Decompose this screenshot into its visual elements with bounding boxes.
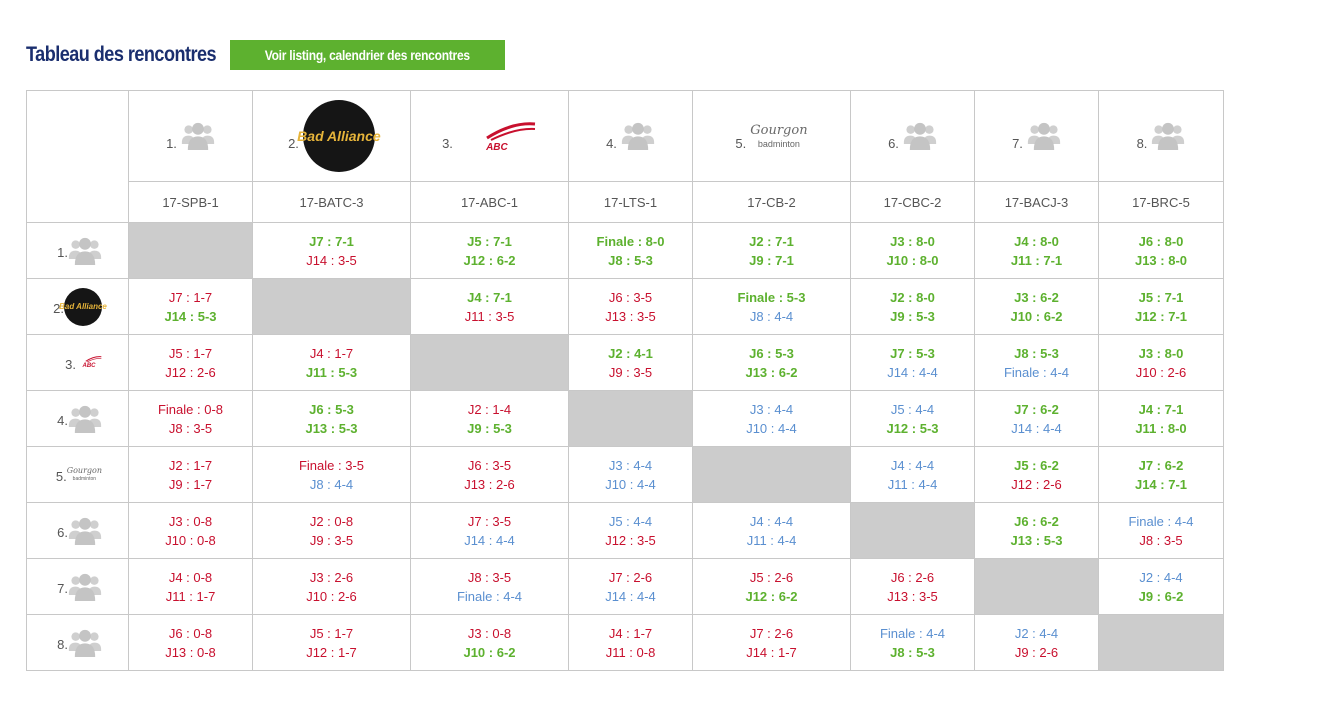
corner-cell xyxy=(27,91,129,223)
match-result[interactable]: J11 : 1-7 xyxy=(165,588,216,604)
team-number: 7. xyxy=(57,581,68,596)
match-result[interactable]: J9 : 3-5 xyxy=(608,364,653,380)
group-icon xyxy=(1151,122,1185,150)
match-result[interactable]: J10 : 4-4 xyxy=(605,476,656,492)
match-result[interactable]: Finale : 4-4 xyxy=(456,588,523,604)
match-result[interactable]: J2 : 4-4 xyxy=(1014,625,1059,641)
match-result[interactable]: J11 : 4-4 xyxy=(887,476,938,492)
match-result-cell[interactable] xyxy=(975,503,1099,559)
match-result-cell[interactable] xyxy=(253,335,411,391)
team-code[interactable]: 17-BRC-5 xyxy=(1099,182,1224,223)
row-team-header[interactable] xyxy=(27,615,129,671)
table-row xyxy=(27,559,1224,615)
match-result-cell[interactable] xyxy=(411,223,569,279)
match-result[interactable]: J10 : 2-6 xyxy=(1135,364,1187,380)
match-result[interactable]: J5 : 4-4 xyxy=(890,401,935,417)
team-code[interactable]: 17-ABC-1 xyxy=(411,182,569,223)
team-header-cell[interactable] xyxy=(851,91,975,182)
match-result-cell[interactable] xyxy=(253,391,411,447)
group-icon xyxy=(68,629,102,657)
match-result[interactable]: J3 : 4-4 xyxy=(608,457,653,473)
match-result[interactable]: J10 : 6-2 xyxy=(463,644,516,660)
match-result[interactable]: J2 : 7-1 xyxy=(749,233,794,249)
match-result[interactable]: J8 : 4-4 xyxy=(749,308,794,324)
team-number: 1. xyxy=(57,245,68,260)
match-result-cell[interactable] xyxy=(975,223,1099,279)
match-result[interactable]: J10 : 0-8 xyxy=(165,532,216,548)
group-icon xyxy=(68,237,102,265)
match-result-cell[interactable] xyxy=(569,279,693,335)
match-result-cell[interactable] xyxy=(1099,503,1224,559)
group-icon xyxy=(903,122,937,150)
match-result-cell[interactable] xyxy=(693,223,851,279)
voir-listing-button[interactable] xyxy=(230,40,505,70)
match-result[interactable]: J6 : 3-5 xyxy=(608,289,653,305)
match-result[interactable]: J11 : 7-1 xyxy=(1010,252,1063,268)
group-icon xyxy=(68,573,102,601)
match-result[interactable]: J5 : 1-7 xyxy=(168,345,213,361)
match-result-cell[interactable] xyxy=(129,503,253,559)
match-result[interactable]: J6 : 3-5 xyxy=(467,457,512,473)
match-result[interactable]: J10 : 8-0 xyxy=(886,252,939,268)
match-result[interactable]: J8 : 3-5 xyxy=(1139,532,1183,548)
match-result[interactable]: Finale : 3-5 xyxy=(298,457,365,473)
table-row xyxy=(27,391,1224,447)
match-result-cell[interactable] xyxy=(851,447,975,503)
match-result-cell[interactable] xyxy=(1099,391,1224,447)
team-header-cell[interactable] xyxy=(129,91,253,182)
team-header-cell[interactable] xyxy=(569,91,693,182)
team-code[interactable]: 17-LTS-1 xyxy=(569,182,693,223)
match-result[interactable]: J12 : 2-6 xyxy=(1011,476,1062,492)
match-result[interactable]: J2 : 4-4 xyxy=(1139,569,1183,585)
match-result[interactable]: J12 : 5-3 xyxy=(886,420,939,436)
team-number: 6. xyxy=(57,525,68,540)
match-result[interactable]: Finale : 4-4 xyxy=(1128,513,1194,529)
diagonal-cell xyxy=(569,391,693,447)
match-result-cell[interactable] xyxy=(129,391,253,447)
diagonal-cell xyxy=(411,335,569,391)
row-team-header[interactable] xyxy=(27,559,129,615)
match-result-cell[interactable] xyxy=(129,447,253,503)
team-logo-row xyxy=(27,91,1224,182)
match-result-cell[interactable] xyxy=(851,279,975,335)
match-result-cell[interactable] xyxy=(411,279,569,335)
match-result-cell[interactable] xyxy=(253,615,411,671)
match-result[interactable]: J7 : 7-1 xyxy=(309,233,354,249)
abc-logo: ABC xyxy=(76,355,102,370)
abc-logo: ABC xyxy=(457,120,537,153)
match-result[interactable]: J10 : 2-6 xyxy=(306,588,357,604)
group-icon xyxy=(68,517,102,545)
match-result-cell[interactable] xyxy=(975,447,1099,503)
match-result-cell[interactable] xyxy=(411,447,569,503)
match-result-cell[interactable] xyxy=(569,559,693,615)
team-code[interactable]: 17-CB-2 xyxy=(693,182,851,223)
match-result[interactable]: J8 : 3-5 xyxy=(168,420,213,436)
match-result[interactable]: J14 : 1-7 xyxy=(746,644,797,660)
match-result[interactable]: Finale : 8-0 xyxy=(596,233,665,249)
match-result-cell[interactable] xyxy=(975,391,1099,447)
team-header-cell[interactable] xyxy=(975,91,1099,182)
match-result-cell[interactable] xyxy=(693,559,851,615)
match-result-cell[interactable] xyxy=(253,503,411,559)
match-result[interactable]: J13 : 2-6 xyxy=(464,476,515,492)
match-result[interactable]: J5 : 2-6 xyxy=(749,569,794,585)
match-result[interactable]: J12 : 6-2 xyxy=(745,588,798,604)
match-result[interactable]: J7 : 1-7 xyxy=(168,289,213,305)
match-result-cell[interactable] xyxy=(569,503,693,559)
match-result-cell[interactable] xyxy=(1099,559,1224,615)
match-result[interactable]: J3 : 0-8 xyxy=(168,513,213,529)
match-result-cell[interactable] xyxy=(693,615,851,671)
match-result-cell[interactable] xyxy=(411,559,569,615)
match-result-cell[interactable] xyxy=(253,559,411,615)
match-result[interactable]: J6 : 8-0 xyxy=(1138,233,1184,249)
table-row xyxy=(27,223,1224,279)
team-header-cell[interactable] xyxy=(693,91,851,182)
row-team-header[interactable] xyxy=(27,447,129,503)
match-result[interactable]: J2 : 8-0 xyxy=(890,289,935,305)
bad-alliance-logo: Bad Alliance xyxy=(303,100,375,172)
group-icon xyxy=(181,122,215,150)
match-result[interactable]: J14 : 4-4 xyxy=(1011,420,1062,436)
team-number: 8. xyxy=(1136,135,1148,151)
match-result[interactable]: J7 : 6-2 xyxy=(1014,401,1059,417)
match-result-cell[interactable] xyxy=(1099,279,1224,335)
match-result[interactable]: J8 : 4-4 xyxy=(309,476,354,492)
match-result[interactable]: J11 : 4-4 xyxy=(746,532,797,548)
row-team-header[interactable] xyxy=(27,279,129,335)
team-header-cell[interactable] xyxy=(1099,91,1224,182)
row-team-header[interactable] xyxy=(27,391,129,447)
table-row xyxy=(27,615,1224,671)
match-result[interactable]: J4 : 4-4 xyxy=(749,513,794,529)
voir-listing-label: Voir listing, calendrier des rencontres xyxy=(264,47,471,63)
match-result-cell[interactable] xyxy=(975,279,1099,335)
match-result[interactable]: J7 : 6-2 xyxy=(1138,457,1184,473)
diagonal-cell xyxy=(253,279,411,335)
bad-alliance-logo: Bad Alliance xyxy=(64,288,102,326)
match-result[interactable]: J14 : 4-4 xyxy=(464,532,515,548)
match-result[interactable]: J4 : 4-4 xyxy=(890,457,935,473)
match-result[interactable]: J4 : 0-8 xyxy=(168,569,213,585)
match-result[interactable]: J7 : 5-3 xyxy=(890,345,935,361)
matchup-table xyxy=(26,90,1224,671)
match-result-cell[interactable] xyxy=(975,615,1099,671)
match-result[interactable]: J6 : 2-6 xyxy=(890,569,935,585)
match-result[interactable]: J3 : 4-4 xyxy=(749,401,794,417)
diagonal-cell xyxy=(129,223,253,279)
match-result[interactable]: J2 : 4-1 xyxy=(608,345,653,361)
team-code[interactable]: 17-CBC-2 xyxy=(851,182,975,223)
match-result[interactable]: J4 : 1-7 xyxy=(608,625,653,641)
abc-swoosh-icon xyxy=(76,355,102,363)
page-title: Tableau des rencontres xyxy=(26,43,217,66)
match-result[interactable]: J14 : 4-4 xyxy=(887,364,938,380)
match-result[interactable]: J12 : 1-7 xyxy=(306,644,357,660)
team-header-cell[interactable] xyxy=(253,91,411,182)
team-number: 2. xyxy=(53,301,64,316)
match-result[interactable]: J11 : 0-8 xyxy=(605,644,656,660)
match-result[interactable]: J9 : 6-2 xyxy=(1138,588,1184,604)
match-result-cell[interactable] xyxy=(569,335,693,391)
match-result-cell[interactable] xyxy=(411,615,569,671)
abc-swoosh-icon xyxy=(457,120,537,142)
row-team-header[interactable] xyxy=(27,503,129,559)
match-result[interactable]: J2 : 0-8 xyxy=(309,513,354,529)
diagonal-cell xyxy=(1099,615,1224,671)
match-result[interactable]: Finale : 4-4 xyxy=(1003,364,1070,380)
match-result[interactable]: J4 : 8-0 xyxy=(1014,233,1059,249)
match-result[interactable]: J13 : 5-3 xyxy=(305,420,358,436)
diagonal-cell xyxy=(851,503,975,559)
match-result[interactable]: J3 : 0-8 xyxy=(467,625,512,641)
match-result[interactable]: J7 : 2-6 xyxy=(608,569,653,585)
match-result[interactable]: J4 : 7-1 xyxy=(1138,401,1184,417)
match-result-cell[interactable] xyxy=(253,223,411,279)
team-number: 6. xyxy=(888,135,899,151)
diagonal-cell xyxy=(975,559,1099,615)
match-result-cell[interactable] xyxy=(693,391,851,447)
match-result[interactable]: J14 : 3-5 xyxy=(306,252,357,268)
match-result[interactable]: J14 : 7-1 xyxy=(1134,476,1188,492)
match-result[interactable]: J13 : 6-2 xyxy=(745,364,798,380)
match-result[interactable]: J10 : 4-4 xyxy=(746,420,797,436)
match-result-cell[interactable] xyxy=(1099,447,1224,503)
match-result[interactable]: J2 : 1-4 xyxy=(467,401,512,417)
page-header xyxy=(26,40,505,70)
match-result[interactable]: J3 : 2-6 xyxy=(309,569,354,585)
table-row xyxy=(27,447,1224,503)
match-result-cell[interactable] xyxy=(411,391,569,447)
match-result[interactable]: J13 : 3-5 xyxy=(605,308,656,324)
match-result-cell[interactable] xyxy=(693,503,851,559)
match-result-cell[interactable] xyxy=(129,279,253,335)
match-result[interactable]: Finale : 0-8 xyxy=(157,401,224,417)
match-result[interactable]: J13 : 8-0 xyxy=(1134,252,1188,268)
match-result-cell[interactable] xyxy=(569,447,693,503)
match-result-cell[interactable] xyxy=(129,335,253,391)
match-result-cell[interactable] xyxy=(569,615,693,671)
match-result[interactable]: J3 : 6-2 xyxy=(1014,289,1059,305)
match-result[interactable]: J5 : 1-7 xyxy=(309,625,354,641)
diagonal-cell xyxy=(693,447,851,503)
match-result[interactable]: J8 : 5-3 xyxy=(1014,345,1059,361)
match-result-cell[interactable] xyxy=(975,335,1099,391)
match-result-cell[interactable] xyxy=(851,223,975,279)
match-result-cell[interactable] xyxy=(851,615,975,671)
match-result[interactable]: J5 : 7-1 xyxy=(467,233,512,249)
team-number: 8. xyxy=(57,637,68,652)
row-team-header[interactable] xyxy=(27,223,129,279)
match-result[interactable]: J4 : 1-7 xyxy=(309,345,354,361)
match-result-cell[interactable] xyxy=(851,559,975,615)
match-result[interactable]: J3 : 8-0 xyxy=(1138,345,1184,361)
row-team-header[interactable] xyxy=(27,335,129,391)
team-code[interactable]: 17-BACJ-3 xyxy=(975,182,1099,223)
match-result[interactable]: J7 : 3-5 xyxy=(467,513,512,529)
match-result-cell[interactable] xyxy=(569,223,693,279)
match-result[interactable]: Finale : 5-3 xyxy=(737,289,806,305)
match-result-cell[interactable] xyxy=(129,615,253,671)
match-result[interactable]: J12 : 3-5 xyxy=(605,532,656,548)
team-number: 4. xyxy=(606,135,617,151)
table-row xyxy=(27,503,1224,559)
match-result[interactable]: Finale : 4-4 xyxy=(879,625,946,641)
match-result[interactable]: J6 : 5-3 xyxy=(309,401,354,417)
match-result[interactable]: J14 : 5-3 xyxy=(164,308,217,324)
group-icon xyxy=(621,122,655,150)
match-result[interactable]: J11 : 8-0 xyxy=(1135,420,1187,436)
team-number: 7. xyxy=(1012,135,1023,151)
team-number: 5. xyxy=(55,469,67,484)
match-result[interactable]: J12 : 2-6 xyxy=(165,364,216,380)
match-result[interactable]: J8 : 5-3 xyxy=(890,644,935,660)
match-result[interactable]: J5 : 4-4 xyxy=(608,513,653,529)
match-result-cell[interactable] xyxy=(851,391,975,447)
team-number: 1. xyxy=(166,135,177,151)
match-result[interactable]: J5 : 7-1 xyxy=(1138,289,1184,305)
match-result-cell[interactable] xyxy=(253,447,411,503)
match-result[interactable]: J14 : 4-4 xyxy=(605,588,656,604)
match-result[interactable]: J6 : 0-8 xyxy=(168,625,213,641)
team-code-row xyxy=(27,182,1224,223)
gourgon-logo: Gourgon badminton xyxy=(750,122,808,149)
match-result[interactable]: J8 : 5-3 xyxy=(608,252,653,268)
match-result[interactable]: J8 : 3-5 xyxy=(467,569,512,585)
match-result[interactable]: J13 : 3-5 xyxy=(887,588,938,604)
match-result[interactable]: J6 : 6-2 xyxy=(1014,513,1059,529)
table-row xyxy=(27,279,1224,335)
match-result-cell[interactable] xyxy=(693,335,851,391)
match-result[interactable]: J4 : 7-1 xyxy=(467,289,512,305)
gourgon-logo: Gourgon badminton xyxy=(66,466,102,482)
group-icon xyxy=(1027,122,1061,150)
match-result[interactable]: J12 : 6-2 xyxy=(463,252,516,268)
match-result-cell[interactable] xyxy=(1099,223,1224,279)
match-result[interactable]: J3 : 8-0 xyxy=(890,233,935,249)
team-number: 4. xyxy=(57,413,68,428)
match-result-cell[interactable] xyxy=(411,503,569,559)
match-result[interactable]: J2 : 1-7 xyxy=(168,457,213,473)
match-result[interactable]: J11 : 3-5 xyxy=(464,308,515,324)
match-result[interactable]: J7 : 2-6 xyxy=(749,625,794,641)
match-result[interactable]: J9 : 1-7 xyxy=(168,476,213,492)
group-icon xyxy=(68,405,102,433)
match-result[interactable]: J6 : 5-3 xyxy=(749,345,794,361)
match-result[interactable]: J9 : 5-3 xyxy=(467,420,512,436)
match-result-cell[interactable] xyxy=(693,279,851,335)
team-number: 5. xyxy=(735,135,747,151)
team-number: 3. xyxy=(65,357,76,372)
team-header-cell[interactable] xyxy=(411,91,569,182)
team-code[interactable]: 17-BATC-3 xyxy=(253,182,411,223)
team-number: 2. xyxy=(288,135,299,151)
match-result[interactable]: J13 : 0-8 xyxy=(165,644,216,660)
table-row xyxy=(27,335,1224,391)
match-result[interactable]: J12 : 7-1 xyxy=(1134,308,1188,324)
match-result[interactable]: J9 : 5-3 xyxy=(890,308,935,324)
match-result[interactable]: J13 : 5-3 xyxy=(1010,532,1063,548)
match-result[interactable]: J10 : 6-2 xyxy=(1010,308,1063,324)
match-result[interactable]: J11 : 5-3 xyxy=(305,364,358,380)
match-result-cell[interactable] xyxy=(129,559,253,615)
match-result[interactable]: J9 : 3-5 xyxy=(309,532,354,548)
team-code[interactable]: 17-SPB-1 xyxy=(129,182,253,223)
match-result[interactable]: J9 : 7-1 xyxy=(749,252,794,268)
match-result[interactable]: J5 : 6-2 xyxy=(1014,457,1059,473)
match-result[interactable]: J9 : 2-6 xyxy=(1014,644,1059,660)
team-number: 3. xyxy=(442,135,453,151)
match-result-cell[interactable] xyxy=(851,335,975,391)
match-result-cell[interactable] xyxy=(1099,335,1224,391)
